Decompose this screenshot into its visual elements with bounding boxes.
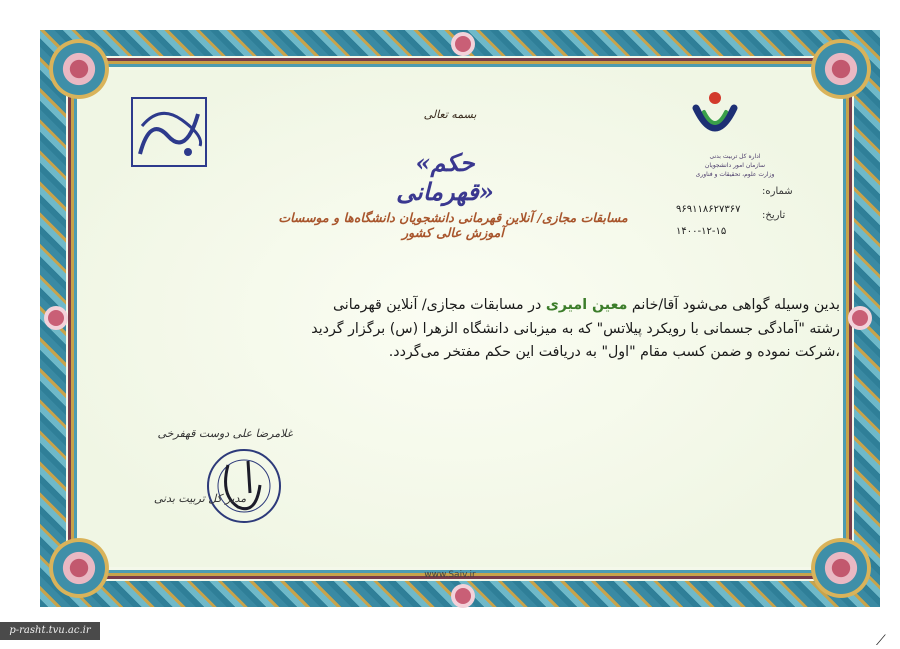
org-line: سازمان امور دانشجویان — [704, 162, 766, 169]
bismillah: بسمه تعالی — [423, 108, 477, 121]
floral-ornament-icon — [455, 588, 471, 604]
floral-ornament-icon — [852, 310, 868, 326]
certificate-title: «حکم قهرمانی» — [396, 148, 494, 206]
students-affairs-logo — [130, 96, 208, 172]
signer-name: غلامرضا علی دوست قهفرخی — [157, 427, 293, 440]
number-label: شماره: — [762, 186, 793, 197]
official-seal-icon — [198, 445, 290, 531]
signer-title: مدیر کل تربیت بدنی — [153, 492, 247, 505]
recipient-name: معین امیری — [545, 297, 628, 313]
certificate-subtitle: مسابقات مجازی/ آنلاین قهرمانی دانشجویان دانشگاه‌ها و موسسات آموزش عالی کشور — [278, 210, 628, 240]
body-rest: در مسابقات مجازی/ آنلاین قهرمانی رشته "آمادگی جسمانی با رویکرد پیلاتس" که به میزبانی دانشگاه الزهرا (س) برگزار گردید ،شرکت نموده و ضمن کسب مقام "اول" به دریافت این حکم مفتخر می‌گردد. — [311, 297, 840, 360]
organization-names — [680, 152, 790, 179]
date-value: ۱۴۰۰-۱۲-۱۵ — [676, 226, 727, 237]
floral-ornament-icon — [806, 34, 876, 104]
certificate-body — [298, 294, 840, 365]
site-watermark: p-rasht.tvu.ac.ir — [0, 622, 100, 640]
floral-ornament-icon — [806, 533, 876, 603]
org-line: وزارت علوم، تحقیقات و فناوری — [695, 171, 775, 178]
floral-ornament-icon — [48, 310, 64, 326]
corner-mark-icon: ⟋ — [876, 633, 886, 649]
website-url: www.Saiv.ir — [424, 570, 476, 580]
floral-ornament-icon — [44, 34, 114, 104]
number-value: ۹۶۹۱۱۸۶۲۷۳۶۷ — [676, 204, 741, 215]
floral-ornament-icon — [44, 533, 114, 603]
date-label: تاریخ: — [762, 210, 786, 221]
org-line: اداره کل تربیت بدنی — [709, 153, 761, 160]
body-intro: بدین وسیله گواهی می‌شود آقا/خانم — [627, 297, 840, 313]
physical-education-logo — [690, 90, 740, 150]
floral-ornament-icon — [455, 36, 471, 52]
